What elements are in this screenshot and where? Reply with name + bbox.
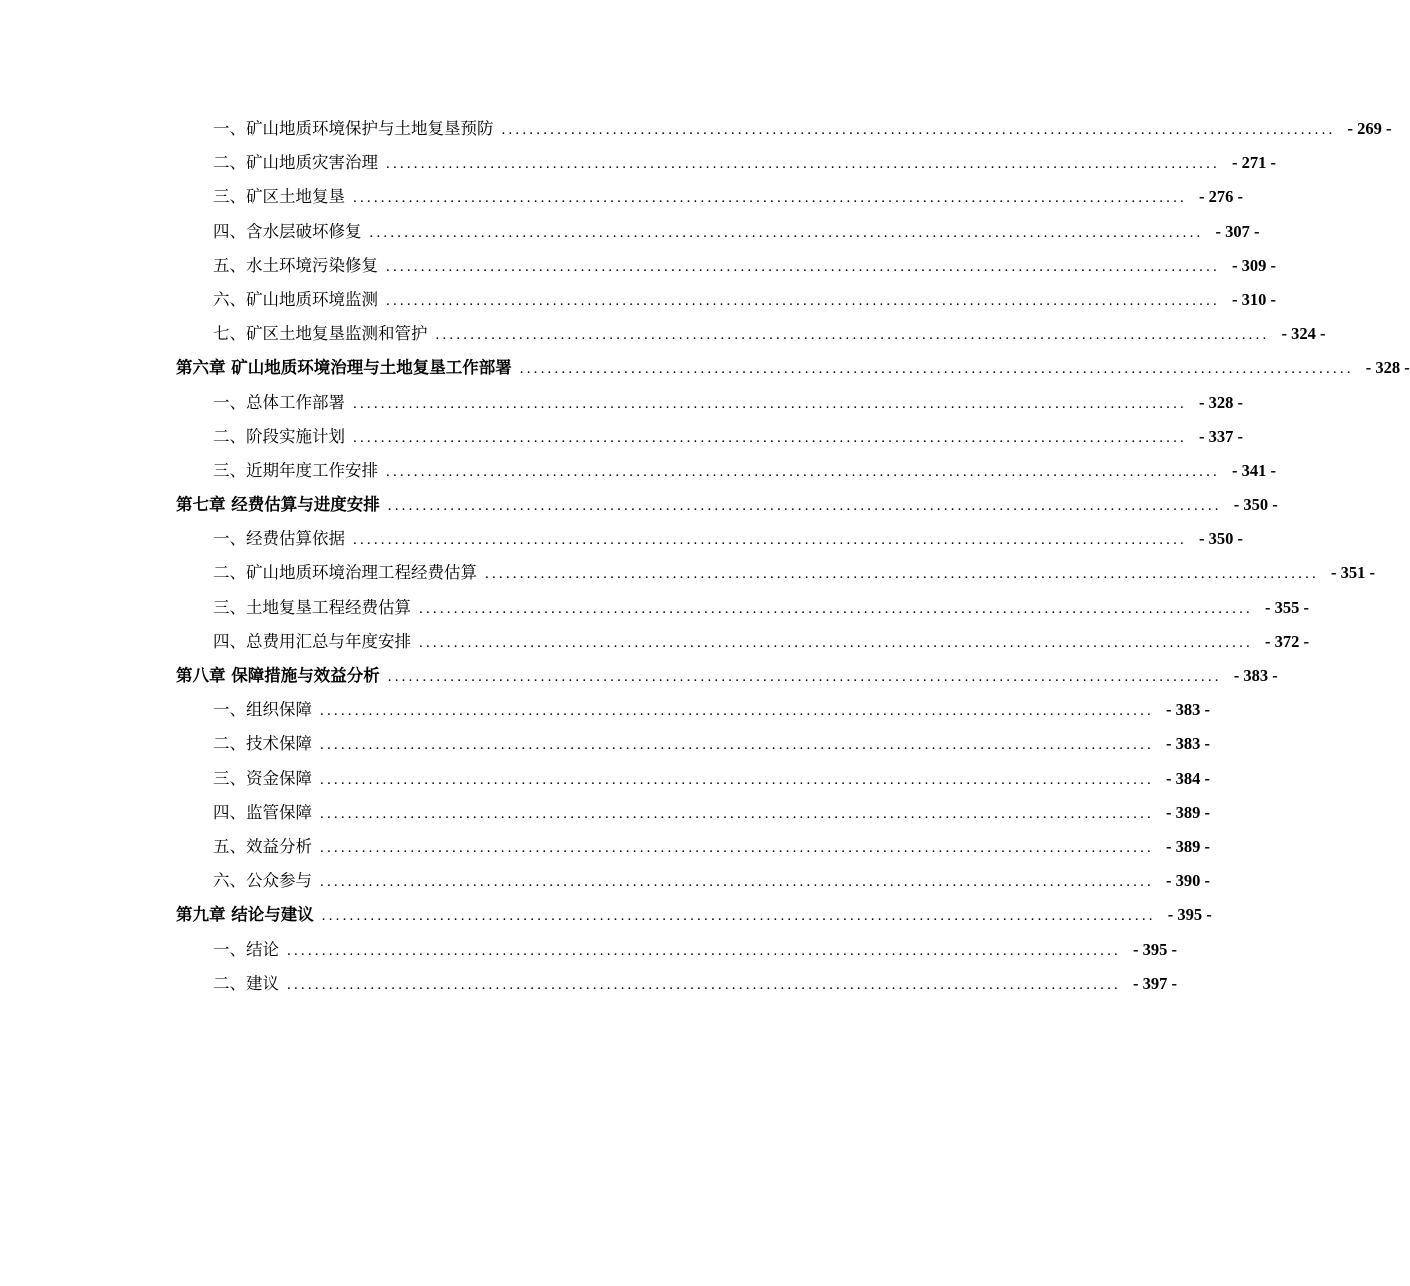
toc-entry-title: 第八章 保障措施与效益分析 bbox=[176, 666, 380, 685]
toc-section-entry[interactable] bbox=[176, 693, 1210, 727]
toc-section-entry[interactable] bbox=[176, 283, 1276, 317]
toc-dot-leader: ........................................................................................................................ bbox=[287, 942, 1121, 959]
toc-page-number: - 307 - bbox=[1215, 221, 1260, 241]
toc-entry-title: 一、总体工作部署 bbox=[213, 392, 345, 412]
toc-dot-leader: ........................................................................................................................ bbox=[320, 737, 1154, 754]
toc-page-number: - 269 - bbox=[1347, 119, 1392, 138]
toc-page-number: - 355 - bbox=[1265, 597, 1309, 617]
toc-section-entry[interactable] bbox=[176, 727, 1210, 761]
toc-section-entry[interactable] bbox=[176, 591, 1309, 625]
toc-dot-leader: ........................................................................................................................ bbox=[369, 224, 1204, 241]
toc-dot-leader: ........................................................................................................................ bbox=[321, 908, 1156, 925]
toc-chapter-entry[interactable] bbox=[176, 351, 1410, 385]
toc-entry-title: 五、水土环境污染修复 bbox=[213, 255, 378, 275]
toc-chapter-entry[interactable] bbox=[176, 488, 1278, 522]
toc-entry-title: 一、组织保障 bbox=[213, 700, 312, 720]
toc-entry-title: 六、公众参与 bbox=[213, 871, 312, 891]
toc-dot-leader: ........................................................................................................................ bbox=[320, 703, 1154, 720]
toc-page-number: - 395 - bbox=[1133, 939, 1177, 959]
toc-chapter-entry[interactable] bbox=[176, 898, 1212, 932]
toc-section-entry[interactable] bbox=[176, 796, 1210, 830]
toc-dot-leader: ........................................................................................................................ bbox=[386, 463, 1220, 480]
toc-page-number: - 271 - bbox=[1232, 153, 1276, 173]
toc-entry-title: 第六章 矿山地质环境治理与土地复垦工作部署 bbox=[176, 358, 512, 378]
toc-dot-leader: ........................................................................................................................ bbox=[320, 805, 1154, 822]
toc-entry-title: 一、矿山地质环境保护与土地复垦预防 bbox=[213, 119, 494, 138]
toc-dot-leader: ........................................................................................................................ bbox=[386, 292, 1220, 309]
toc-section-entry[interactable] bbox=[176, 146, 1276, 180]
toc-section-entry[interactable] bbox=[176, 249, 1276, 283]
toc-section-entry[interactable] bbox=[176, 967, 1177, 1001]
toc-entry-title: 一、经费估算依据 bbox=[213, 529, 345, 549]
toc-entry-title: 一、结论 bbox=[213, 939, 279, 959]
toc-page-number: - 383 - bbox=[1233, 666, 1278, 685]
toc-section-entry[interactable] bbox=[176, 420, 1243, 454]
toc-dot-leader: ........................................................................................................................ bbox=[386, 258, 1220, 275]
table-of-contents bbox=[176, 112, 1410, 1001]
toc-page-number: - 309 - bbox=[1232, 255, 1276, 275]
toc-section-entry[interactable] bbox=[176, 522, 1243, 556]
toc-section-entry[interactable] bbox=[176, 933, 1177, 967]
toc-dot-leader: ........................................................................................................................ bbox=[419, 600, 1253, 617]
toc-page-number: - 328 - bbox=[1199, 392, 1243, 412]
toc-section-entry[interactable] bbox=[176, 556, 1375, 590]
toc-dot-leader: ........................................................................................................................ bbox=[387, 498, 1222, 515]
toc-page-number: - 328 - bbox=[1365, 358, 1410, 378]
toc-dot-leader: ........................................................................................................................ bbox=[419, 634, 1253, 651]
toc-dot-leader: ........................................................................................................................ bbox=[320, 839, 1154, 856]
toc-entry-title: 第七章 经费估算与进度安排 bbox=[176, 495, 380, 515]
toc-page-number: - 383 - bbox=[1166, 734, 1210, 754]
toc-entry-title: 二、阶段实施计划 bbox=[213, 426, 345, 446]
toc-chapter-entry[interactable] bbox=[176, 659, 1278, 693]
toc-page-number: - 341 - bbox=[1232, 460, 1276, 480]
toc-entry-title: 第九章 结论与建议 bbox=[176, 905, 314, 925]
toc-entry-title: 三、矿区土地复垦 bbox=[213, 187, 345, 207]
toc-dot-leader: ........................................................................................................................ bbox=[353, 190, 1187, 207]
toc-section-entry[interactable] bbox=[176, 317, 1326, 351]
toc-section-entry[interactable] bbox=[176, 386, 1243, 420]
toc-page-number: - 351 - bbox=[1331, 563, 1375, 583]
toc-entry-title: 三、土地复垦工程经费估算 bbox=[213, 597, 411, 617]
toc-entry-title: 二、建议 bbox=[213, 973, 279, 993]
toc-page-number: - 350 - bbox=[1233, 495, 1278, 515]
toc-page-number: - 372 - bbox=[1265, 631, 1309, 651]
toc-entry-title: 二、矿山地质灾害治理 bbox=[213, 153, 378, 173]
toc-page-number: - 350 - bbox=[1199, 529, 1243, 549]
toc-page-number: - 389 - bbox=[1166, 802, 1210, 822]
toc-entry-title: 三、资金保障 bbox=[213, 768, 312, 788]
toc-entry-title: 七、矿区土地复垦监测和管护 bbox=[213, 324, 428, 344]
toc-entry-title: 四、监管保障 bbox=[213, 802, 312, 822]
toc-dot-leader: ........................................................................................................................ bbox=[320, 874, 1154, 891]
toc-entry-title: 六、矿山地质环境监测 bbox=[213, 289, 378, 309]
toc-section-entry[interactable] bbox=[176, 180, 1243, 214]
toc-dot-leader: ........................................................................................................................ bbox=[435, 327, 1270, 344]
toc-section-entry[interactable] bbox=[176, 112, 1392, 146]
toc-entry-title: 二、技术保障 bbox=[213, 734, 312, 754]
toc-page-number: - 395 - bbox=[1167, 905, 1212, 925]
toc-page-number: - 337 - bbox=[1199, 426, 1243, 446]
toc-entry-title: 五、效益分析 bbox=[213, 836, 312, 856]
toc-page-number: - 324 - bbox=[1281, 324, 1326, 344]
toc-entry-title: 四、总费用汇总与年度安排 bbox=[213, 631, 411, 651]
toc-dot-leader: ........................................................................................................................ bbox=[353, 395, 1187, 412]
toc-dot-leader: ........................................................................................................................ bbox=[287, 976, 1121, 993]
toc-entry-title: 三、近期年度工作安排 bbox=[213, 460, 378, 480]
toc-dot-leader: ........................................................................................................................ bbox=[501, 122, 1336, 138]
toc-page-number: - 397 - bbox=[1133, 973, 1177, 993]
toc-entry-title: 二、矿山地质环境治理工程经费估算 bbox=[213, 563, 477, 583]
toc-section-entry[interactable] bbox=[176, 625, 1309, 659]
toc-page-number: - 276 - bbox=[1199, 187, 1243, 207]
toc-section-entry[interactable] bbox=[176, 215, 1260, 249]
toc-dot-leader: ........................................................................................................................ bbox=[353, 532, 1187, 549]
toc-section-entry[interactable] bbox=[176, 864, 1210, 898]
toc-entry-title: 四、含水层破坏修复 bbox=[213, 221, 362, 241]
toc-dot-leader: ........................................................................................................................ bbox=[386, 156, 1220, 173]
toc-dot-leader: ........................................................................................................................ bbox=[519, 361, 1354, 378]
toc-page-number: - 310 - bbox=[1232, 289, 1276, 309]
toc-dot-leader: ........................................................................................................................ bbox=[353, 429, 1187, 446]
toc-section-entry[interactable] bbox=[176, 830, 1210, 864]
toc-page-number: - 389 - bbox=[1166, 836, 1210, 856]
toc-page-number: - 390 - bbox=[1166, 871, 1210, 891]
toc-dot-leader: ........................................................................................................................ bbox=[320, 771, 1154, 788]
toc-page-number: - 384 - bbox=[1166, 768, 1210, 788]
toc-section-entry[interactable] bbox=[176, 454, 1276, 488]
toc-page-number: - 383 - bbox=[1166, 700, 1210, 720]
toc-dot-leader: ........................................................................................................................ bbox=[485, 566, 1319, 583]
toc-section-entry[interactable] bbox=[176, 762, 1210, 796]
toc-dot-leader: ........................................................................................................................ bbox=[387, 669, 1222, 685]
